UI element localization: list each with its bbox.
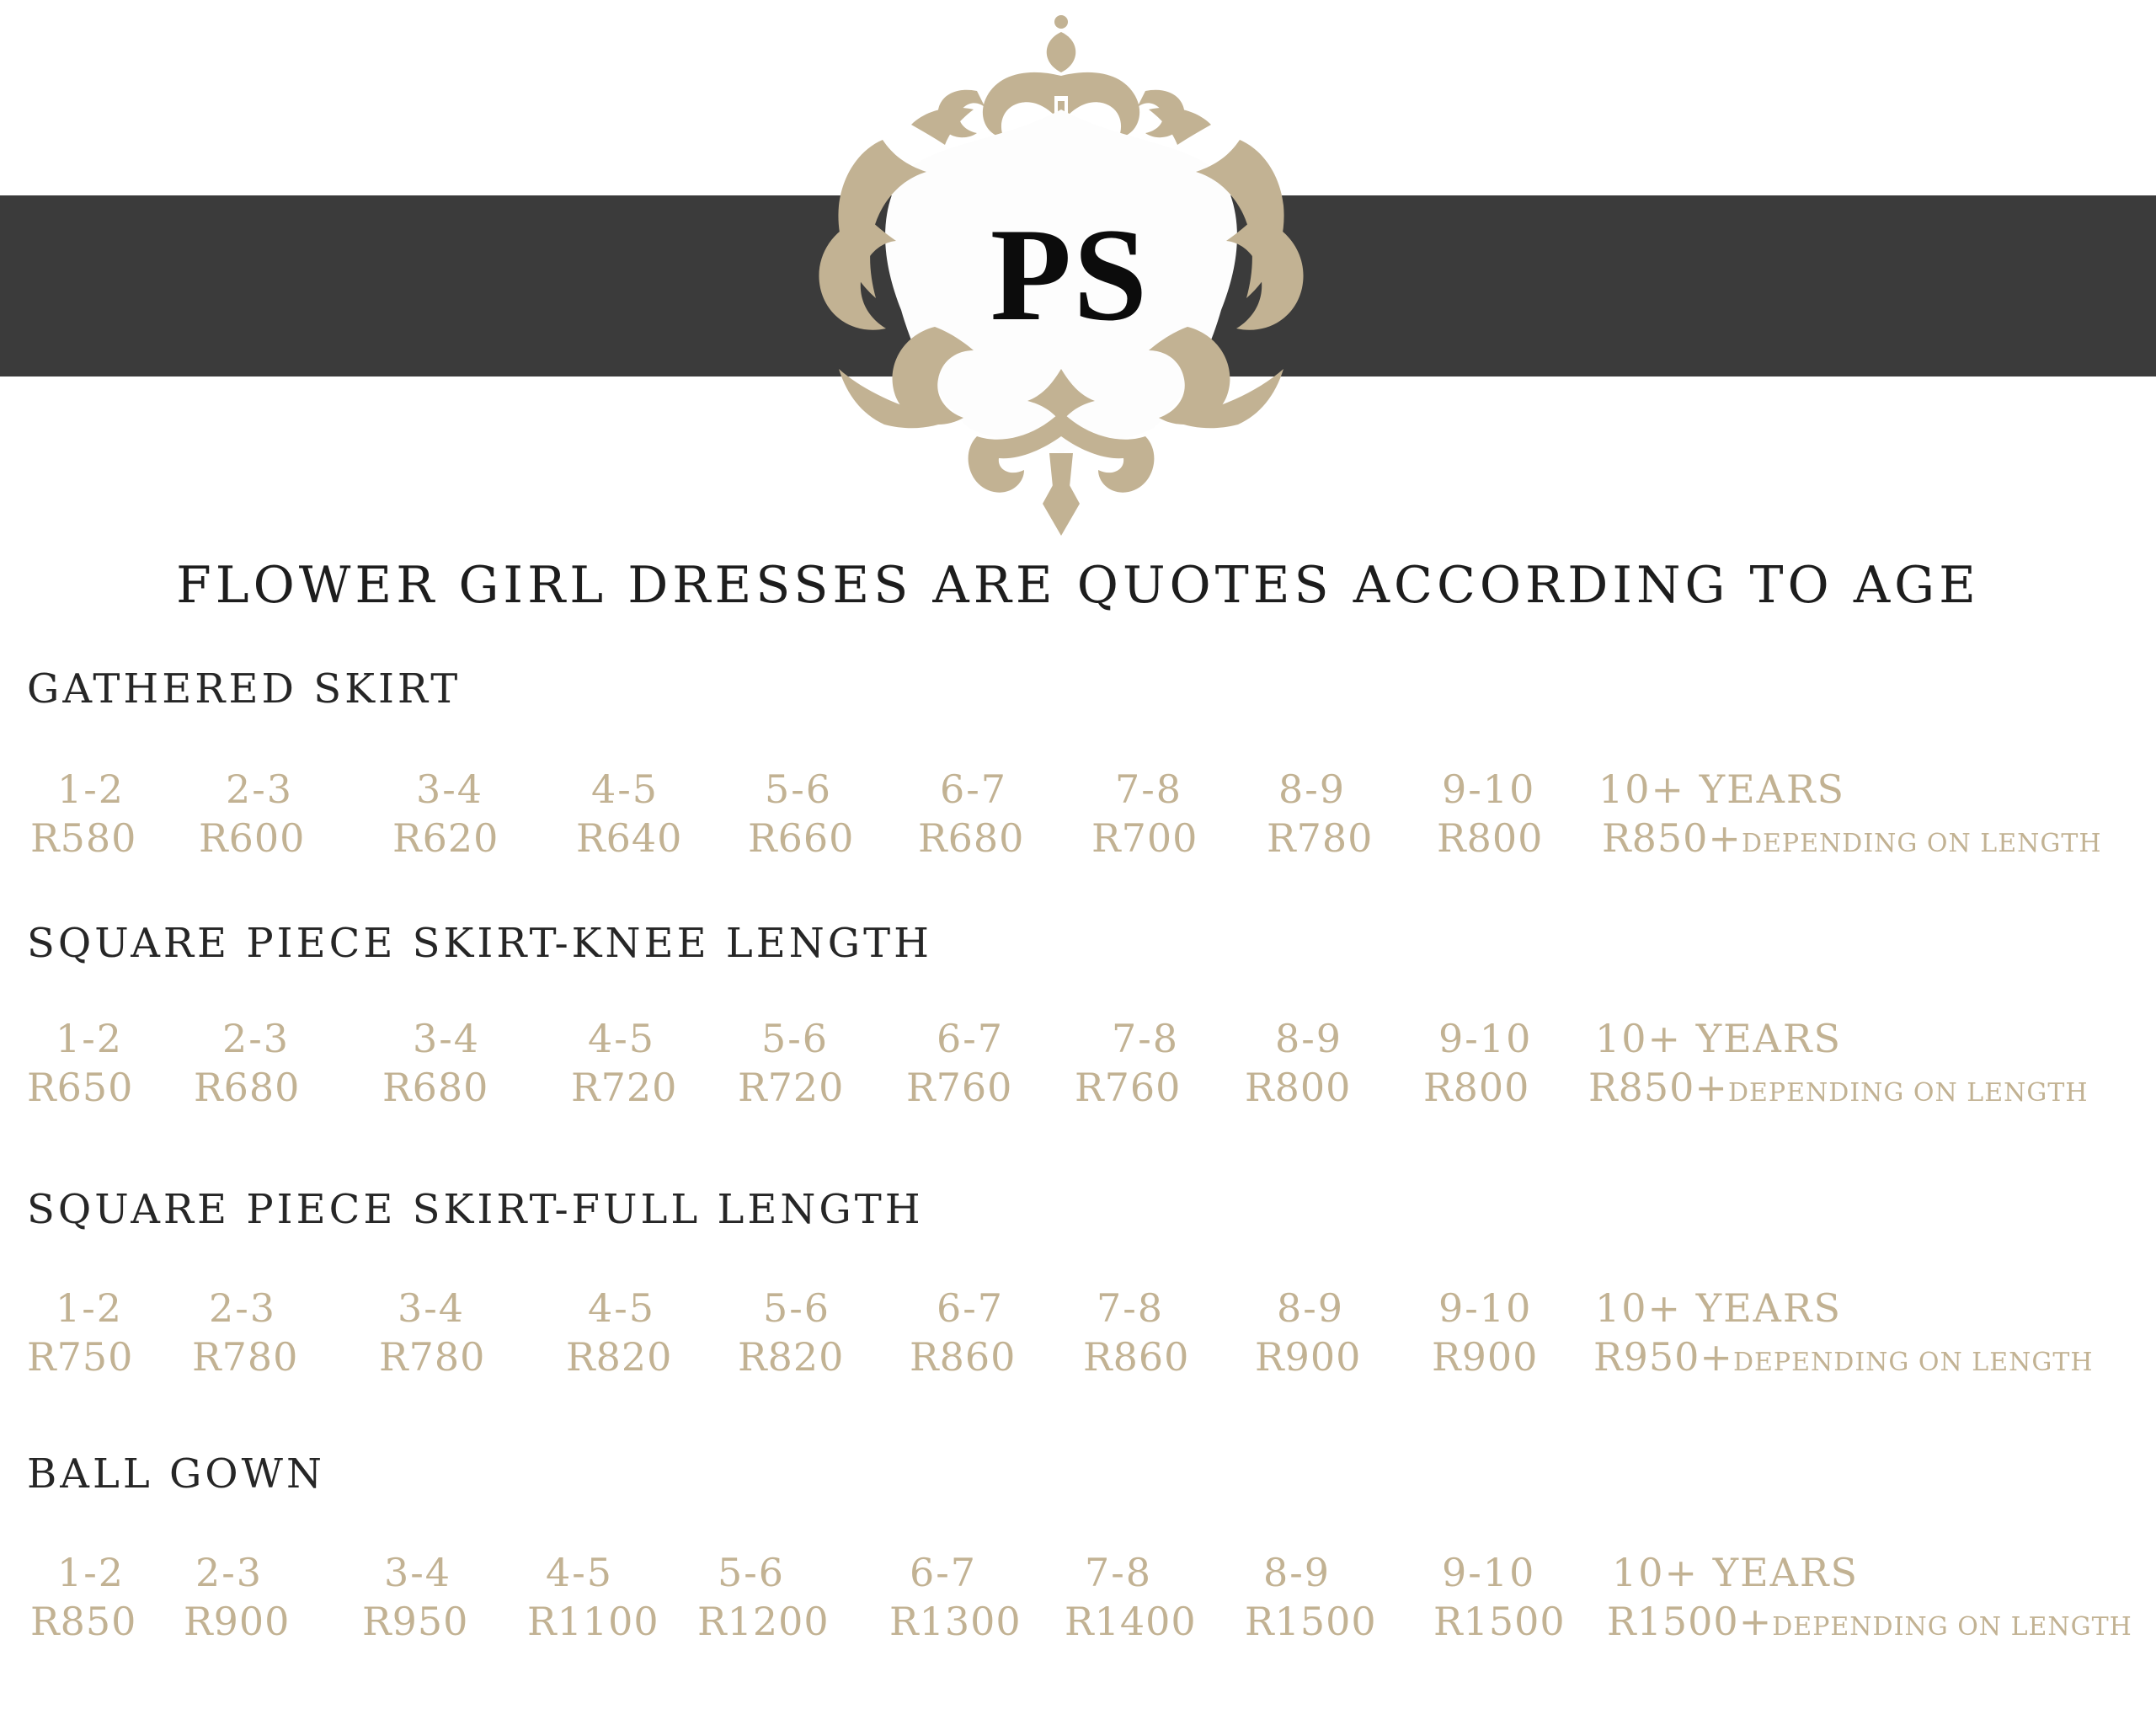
age-label: 5-6 [761,1016,830,1061]
price-value: R1200 [697,1599,830,1644]
price-value: R950 [362,1599,469,1644]
age-label: 8-9 [1275,1016,1343,1061]
price-value: R700 [1091,815,1198,861]
age-label: 8-9 [1263,1550,1331,1595]
price-row [0,1334,2156,1385]
price-value: R800 [1423,1065,1530,1110]
price-value: R820 [738,1334,845,1380]
price-value: R850 [30,1599,137,1644]
price-value: R1400 [1065,1599,1197,1644]
age-label: 2-3 [209,1285,277,1331]
price-value: R800 [1437,815,1544,861]
price-value: R760 [1075,1065,1182,1110]
price-value: R850+ [1588,1065,1728,1110]
section-title-square-full: SQUARE PIECE SKIRT-FULL LENGTH [27,1186,924,1233]
price-value-last [1593,1334,2094,1380]
price-value: R660 [748,815,855,861]
price-note: DEPENDING ON LENGTH [1727,1078,2089,1108]
age-label: 3-4 [413,1016,481,1061]
price-note: DEPENDING ON LENGTH [1741,829,2102,858]
price-value: R580 [30,815,137,861]
age-label: 2-3 [226,766,294,812]
price-value: R640 [576,815,683,861]
price-value: R680 [194,1065,301,1110]
price-value: R650 [27,1065,134,1110]
age-label: 7-8 [1115,766,1183,812]
age-label: 9-10 [1438,1285,1533,1331]
age-label: 4-5 [588,1016,656,1061]
price-value: R760 [906,1065,1013,1110]
age-label: 7-8 [1085,1550,1153,1595]
age-label: 8-9 [1277,1285,1345,1331]
age-label: 9-10 [1442,766,1536,812]
crest-initials: PS [990,201,1150,349]
price-value: R1300 [889,1599,1022,1644]
age-row [0,766,2156,817]
price-value: R820 [566,1334,673,1380]
price-value: R900 [184,1599,291,1644]
age-label: 4-5 [591,766,659,812]
age-label: 1-2 [57,1550,125,1595]
age-label: 6-7 [940,766,1008,812]
age-label: 7-8 [1097,1285,1165,1331]
age-label: 3-4 [384,1550,452,1595]
price-row [0,1065,2156,1115]
price-value: R860 [910,1334,1017,1380]
price-value: R1500 [1433,1599,1566,1644]
age-row [0,1016,2156,1066]
section-title-gathered-skirt: GATHERED SKIRT [27,665,462,713]
age-label: 6-7 [937,1016,1005,1061]
price-value: R780 [379,1334,486,1380]
price-value: R720 [738,1065,845,1110]
age-label: 5-6 [765,766,833,812]
age-label: 4-5 [588,1285,656,1331]
price-value-last [1602,815,2102,861]
age-label: 6-7 [937,1285,1005,1331]
price-row [0,1599,2156,1649]
age-label: 4-5 [546,1550,614,1595]
price-value: R750 [27,1334,134,1380]
age-label: 1-2 [57,766,125,812]
age-label: 10+ YEARS [1595,1016,1843,1061]
age-label: 1-2 [56,1016,124,1061]
price-value: R1500 [1245,1599,1377,1644]
price-value: R680 [918,815,1025,861]
price-value: R780 [1267,815,1374,861]
age-label: 9-10 [1442,1550,1536,1595]
age-label: 10+ YEARS [1598,766,1846,812]
price-value: R720 [571,1065,678,1110]
price-value-last [1588,1065,2089,1110]
age-row [0,1550,2156,1600]
price-value: R850+ [1602,815,1742,861]
price-value: R950+ [1593,1334,1733,1380]
price-value: R780 [192,1334,299,1380]
age-label: 5-6 [763,1285,831,1331]
price-value: R1100 [527,1599,659,1644]
price-value: R600 [199,815,306,861]
price-value: R900 [1432,1334,1539,1380]
age-label: 3-4 [398,1285,466,1331]
age-label: 10+ YEARS [1595,1285,1843,1331]
price-value: R800 [1245,1065,1352,1110]
price-note: DEPENDING ON LENGTH [1772,1612,2132,1642]
price-value: R1500+ [1607,1599,1773,1644]
price-value: R860 [1083,1334,1190,1380]
page-title: FLOWER GIRL DRESSES ARE QUOTES ACCORDING TO AGE [176,556,1980,615]
age-label: 7-8 [1112,1016,1180,1061]
age-label: 2-3 [195,1550,264,1595]
age-label: 3-4 [416,766,484,812]
age-label: 5-6 [718,1550,786,1595]
age-label: 8-9 [1278,766,1347,812]
age-label: 10+ YEARS [1612,1550,1860,1595]
age-label: 1-2 [56,1285,124,1331]
price-value-last [1607,1599,2132,1644]
section-title-ball-gown: BALL GOWN [27,1450,325,1498]
price-value: R620 [392,815,499,861]
age-label: 2-3 [222,1016,291,1061]
price-value: R680 [382,1065,489,1110]
price-note: DEPENDING ON LENGTH [1732,1348,2094,1377]
age-label: 6-7 [910,1550,978,1595]
age-row [0,1285,2156,1336]
price-row [0,815,2156,866]
price-value: R900 [1255,1334,1362,1380]
age-label: 9-10 [1438,1016,1533,1061]
section-title-square-knee: SQUARE PIECE SKIRT-KNEE LENGTH [27,920,933,967]
